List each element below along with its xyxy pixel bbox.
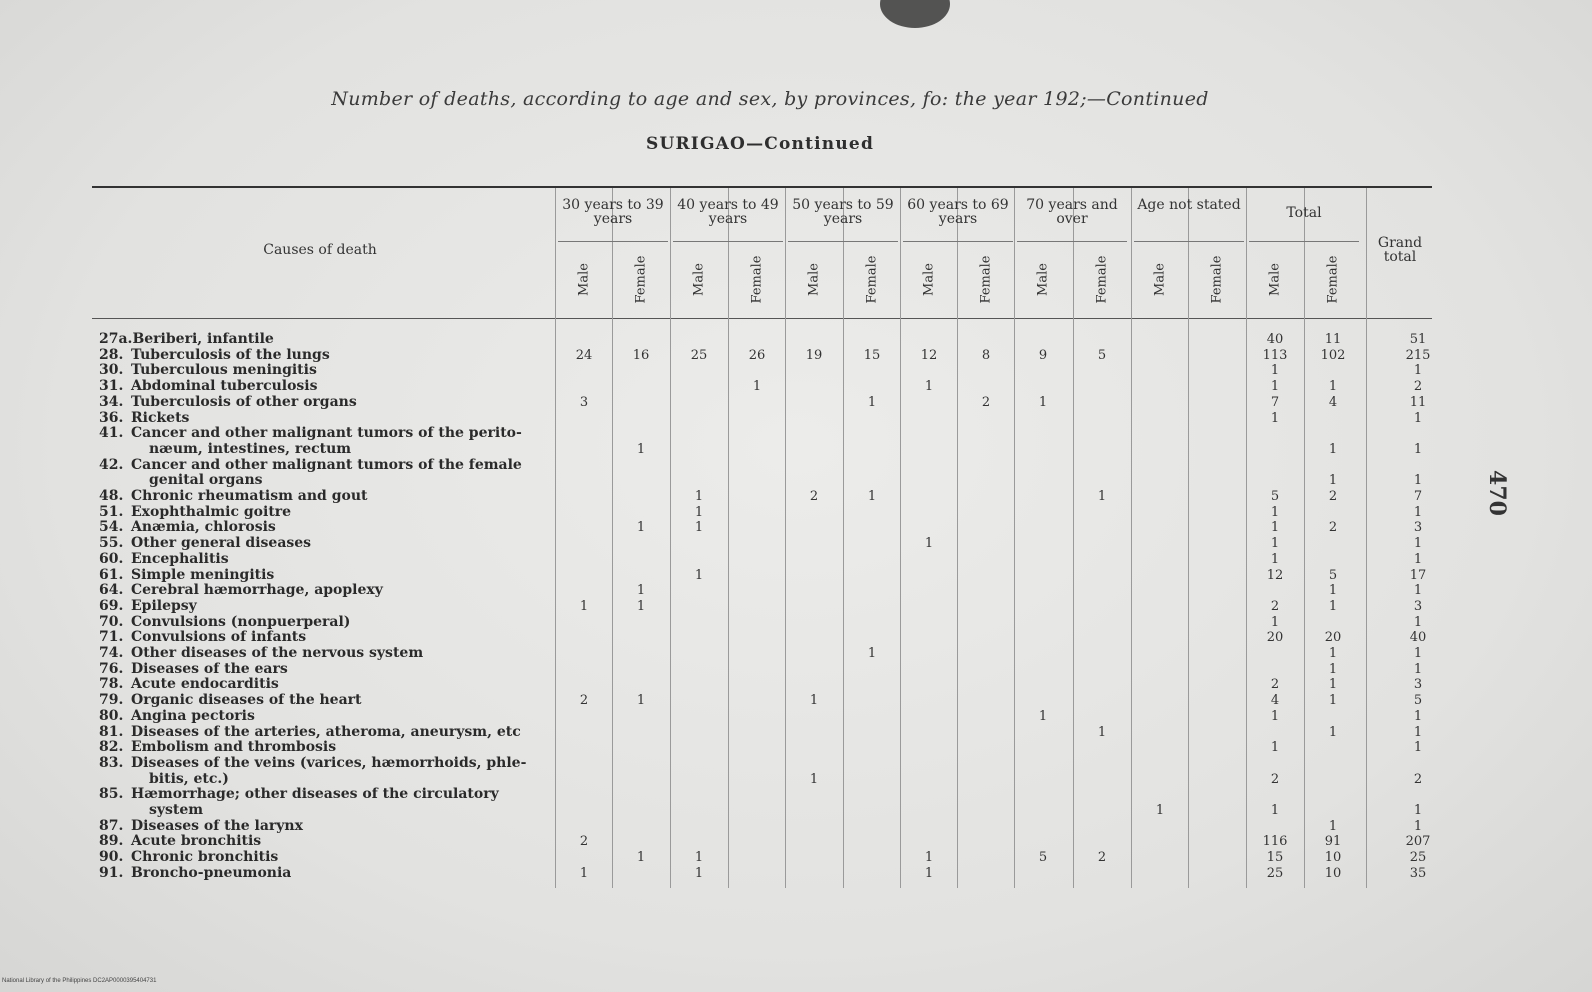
table-cell: 1 bbox=[1097, 724, 1107, 740]
cause-number: 28. bbox=[99, 346, 124, 363]
age-group-header: Total bbox=[1286, 205, 1322, 221]
table-cell: 1 bbox=[1270, 504, 1280, 520]
table-cell: 19 bbox=[805, 347, 823, 363]
header-bottom-rule bbox=[92, 318, 1432, 319]
cause-of-death bbox=[99, 740, 336, 756]
cause-of-death bbox=[99, 677, 279, 693]
table-cell: 1 bbox=[1328, 583, 1338, 599]
table-cell: 1 bbox=[1413, 441, 1423, 457]
table-cell: 1 bbox=[1413, 410, 1423, 426]
table-cell: 1 bbox=[924, 865, 934, 881]
age-group-header: 70 years and over bbox=[1026, 197, 1118, 227]
table-cell: 1 bbox=[1270, 363, 1280, 379]
table-cell: 1 bbox=[1413, 583, 1423, 599]
cause-label: Embolism and thrombosis bbox=[131, 739, 337, 756]
table-cell: 1 bbox=[694, 520, 704, 536]
table-cell: 1 bbox=[579, 865, 589, 881]
column-divider bbox=[785, 188, 786, 888]
cause-label: Acute endocarditis bbox=[131, 676, 279, 693]
cause-number: 79. bbox=[99, 692, 124, 709]
group-underline bbox=[788, 241, 898, 242]
table-cell: 3 bbox=[579, 394, 589, 410]
table-cell: 40 bbox=[1409, 630, 1427, 646]
column-divider bbox=[957, 188, 958, 888]
table-cell: 1 bbox=[1413, 708, 1423, 724]
cause-label: Other general diseases bbox=[131, 535, 312, 552]
table-cell: 10 bbox=[1324, 850, 1342, 866]
table-cell: 5 bbox=[1097, 347, 1107, 363]
cause-of-death bbox=[99, 850, 278, 866]
cause-label: genital organs bbox=[149, 472, 263, 489]
cause-label: Encephalitis bbox=[131, 550, 229, 567]
cause-number: 36. bbox=[99, 409, 124, 426]
table-cell: 2 bbox=[1270, 677, 1280, 693]
cause-of-death bbox=[99, 489, 368, 505]
table-cell: 1 bbox=[579, 598, 589, 614]
column-divider bbox=[728, 188, 729, 888]
male-subheader: Male bbox=[806, 263, 822, 296]
table-cell: 1 bbox=[867, 489, 877, 504]
table-cell: 1 bbox=[636, 583, 646, 599]
cause-number: 48. bbox=[99, 488, 124, 504]
table-cell: 102 bbox=[1320, 347, 1346, 363]
cause-label: bitis, etc.) bbox=[149, 770, 229, 787]
cause-number: 42. bbox=[99, 456, 124, 473]
column-divider bbox=[1246, 188, 1247, 888]
table-cell: 1 bbox=[694, 504, 704, 520]
cause-label: Chronic rheumatism and gout bbox=[131, 488, 368, 504]
group-underline bbox=[1134, 241, 1244, 242]
column-divider bbox=[900, 188, 901, 888]
province-subtitle: SURIGAO—Continued bbox=[645, 134, 875, 154]
age-group-header: 60 years to 69 years bbox=[907, 197, 1009, 227]
table-cell: 1 bbox=[752, 379, 762, 395]
cause-of-death bbox=[99, 599, 197, 615]
cause-number: 30. bbox=[99, 362, 124, 379]
cause-number: 70. bbox=[99, 613, 124, 630]
table-cell: 1 bbox=[1413, 740, 1423, 756]
table-cell: 2 bbox=[579, 693, 589, 709]
cause-number: 76. bbox=[99, 660, 124, 677]
cause-number: 80. bbox=[99, 707, 124, 724]
cause-label: Broncho-pneumonia bbox=[131, 864, 292, 881]
cause-label: Organic diseases of the heart bbox=[131, 692, 362, 709]
ink-blot bbox=[880, 0, 950, 28]
table-cell: 2 bbox=[579, 834, 589, 850]
table-cell: 1 bbox=[1328, 598, 1338, 614]
cause-of-death bbox=[99, 458, 522, 489]
table-cell: 1 bbox=[1270, 803, 1280, 818]
table-cell: 3 bbox=[1413, 598, 1423, 614]
cause-label: Rickets bbox=[131, 409, 190, 426]
cause-label: Epilepsy bbox=[131, 597, 197, 614]
table-cell: 1 bbox=[1413, 661, 1423, 677]
table-cell: 12 bbox=[1266, 567, 1284, 583]
table-cell: 1 bbox=[1413, 724, 1423, 740]
cause-label: Cancer and other malignant tumors of the perito- bbox=[131, 425, 522, 442]
table-cell: 10 bbox=[1324, 865, 1342, 881]
cause-of-death bbox=[99, 395, 357, 411]
table-cell: 12 bbox=[920, 347, 938, 363]
table-cell: 1 bbox=[694, 489, 704, 504]
cause-of-death bbox=[99, 756, 526, 787]
cause-label: Anæmia, chlorosis bbox=[131, 519, 276, 536]
table-cell: 25 bbox=[1266, 865, 1284, 881]
table-cell: 1 bbox=[1413, 803, 1423, 818]
cause-number: 34. bbox=[99, 393, 124, 410]
cause-label: Acute bronchitis bbox=[131, 833, 262, 850]
cause-label: næum, intestines, rectum bbox=[149, 440, 352, 457]
table-cell: 25 bbox=[1409, 850, 1427, 866]
male-subheader: Male bbox=[1267, 263, 1283, 296]
age-group-header: 30 years to 39 years bbox=[562, 197, 664, 227]
table-cell: 1 bbox=[1038, 708, 1048, 724]
cause-of-death bbox=[99, 725, 521, 741]
column-divider bbox=[843, 188, 844, 888]
table-cell: 2 bbox=[809, 489, 819, 504]
cause-label: Chronic bronchitis bbox=[131, 849, 279, 866]
cause-label: Simple meningitis bbox=[131, 566, 275, 583]
table-cell: 1 bbox=[694, 850, 704, 866]
table-cell: 1 bbox=[1270, 379, 1280, 395]
table-cell: 2 bbox=[1328, 520, 1338, 536]
cause-label: Tuberculosis of the lungs bbox=[131, 346, 330, 363]
cause-number: 87. bbox=[99, 817, 124, 834]
cause-label: Tuberculosis of other organs bbox=[131, 393, 357, 410]
cause-number: 54. bbox=[99, 519, 124, 536]
cause-number: 51. bbox=[99, 503, 124, 520]
group-underline bbox=[558, 241, 668, 242]
female-subheader: Female bbox=[1325, 255, 1341, 304]
cause-number: 78. bbox=[99, 676, 124, 693]
table-cell: 35 bbox=[1409, 865, 1427, 881]
page-number: 470 bbox=[1483, 470, 1510, 516]
cause-of-death bbox=[99, 348, 330, 364]
cause-number: 41. bbox=[99, 425, 124, 442]
table-cell: 5 bbox=[1328, 567, 1338, 583]
table-cell: 1 bbox=[1270, 410, 1280, 426]
cause-of-death bbox=[99, 363, 317, 379]
table-cell: 9 bbox=[1038, 347, 1048, 363]
table-cell: 1 bbox=[1413, 646, 1423, 661]
cause-label: Convulsions of infants bbox=[131, 629, 307, 646]
column-divider bbox=[670, 188, 671, 888]
table-cell: 1 bbox=[694, 567, 704, 583]
cause-of-death bbox=[99, 866, 291, 882]
cause-of-death bbox=[99, 787, 499, 818]
table-cell: 1 bbox=[1413, 614, 1423, 630]
table-cell: 1 bbox=[636, 598, 646, 614]
cause-number: 31. bbox=[99, 378, 124, 395]
cause-number: 71. bbox=[99, 629, 124, 646]
table-cell: 15 bbox=[863, 347, 881, 363]
table-cell: 1 bbox=[1413, 818, 1423, 834]
cause-number: 74. bbox=[99, 645, 124, 661]
table-cell: 3 bbox=[1413, 520, 1423, 536]
age-group-header: 40 years to 49 years bbox=[677, 197, 779, 227]
table-cell: 1 bbox=[1328, 473, 1338, 489]
cause-of-death bbox=[99, 332, 274, 348]
table-cell: 1 bbox=[1413, 536, 1423, 552]
cause-number: 69. bbox=[99, 597, 124, 614]
column-divider bbox=[1366, 188, 1367, 888]
table-cell: 5 bbox=[1270, 489, 1280, 504]
cause-label: Diseases of the veins (varices, hæmorrhoids, phle- bbox=[131, 754, 527, 771]
table-cell: 1 bbox=[1270, 614, 1280, 630]
cause-of-death bbox=[99, 505, 291, 521]
cause-of-death bbox=[99, 536, 311, 552]
table-cell: 1 bbox=[1097, 489, 1107, 504]
table-cell: 1 bbox=[636, 441, 646, 457]
table-cell: 1 bbox=[1413, 473, 1423, 489]
cause-number: 83. bbox=[99, 754, 124, 771]
age-group-header: 50 years to 59 years bbox=[792, 197, 894, 227]
cause-number: 90. bbox=[99, 849, 124, 866]
table-cell: 113 bbox=[1262, 347, 1288, 363]
group-underline bbox=[903, 241, 1013, 242]
table-cell: 1 bbox=[636, 693, 646, 709]
table-cell: 1 bbox=[1328, 677, 1338, 693]
group-underline bbox=[1017, 241, 1127, 242]
cause-of-death bbox=[99, 646, 423, 662]
female-subheader: Female bbox=[1209, 255, 1225, 304]
footer-credit: National Library of the Philippines DC2AP0000395404731 bbox=[2, 978, 157, 984]
cause-of-death bbox=[99, 411, 189, 427]
table-cell: 2 bbox=[1097, 850, 1107, 866]
table-cell: 1 bbox=[636, 850, 646, 866]
table-cell: 1 bbox=[1270, 740, 1280, 756]
table-cell: 1 bbox=[1155, 803, 1165, 818]
female-subheader: Female bbox=[1094, 255, 1110, 304]
female-subheader: Female bbox=[864, 255, 880, 304]
table-cell: 15 bbox=[1266, 850, 1284, 866]
column-divider bbox=[1304, 188, 1305, 888]
table-cell: 2 bbox=[1270, 598, 1280, 614]
table-cell: 1 bbox=[694, 865, 704, 881]
column-divider bbox=[1131, 188, 1132, 888]
cause-label: Beriberi, infantile bbox=[132, 331, 274, 347]
table-cell: 25 bbox=[690, 347, 708, 363]
table-cell: 26 bbox=[748, 347, 766, 363]
cause-number: 64. bbox=[99, 582, 124, 599]
table-cell: 24 bbox=[575, 347, 593, 363]
cause-label: Other diseases of the nervous system bbox=[131, 645, 424, 661]
table-title: Number of deaths, according to age and sex, by provinces, fo: the year 192;—Continued bbox=[331, 88, 1209, 110]
table-cell: 2 bbox=[1413, 771, 1423, 787]
table-cell: 5 bbox=[1413, 693, 1423, 709]
column-divider bbox=[1188, 188, 1189, 888]
table-cell: 7 bbox=[1413, 489, 1423, 504]
cause-of-death bbox=[99, 552, 229, 568]
table-cell: 7 bbox=[1270, 394, 1280, 410]
table-cell: 207 bbox=[1405, 834, 1431, 850]
table-cell: 215 bbox=[1405, 347, 1431, 363]
table-cell: 1 bbox=[1038, 394, 1048, 410]
cause-label: Convulsions (nonpuerperal) bbox=[131, 613, 351, 630]
table-cell: 17 bbox=[1409, 567, 1427, 583]
table-cell: 20 bbox=[1324, 630, 1342, 646]
table-cell: 2 bbox=[1270, 771, 1280, 787]
table-cell: 20 bbox=[1266, 630, 1284, 646]
cause-number: 27a. bbox=[99, 331, 133, 347]
column-divider bbox=[1014, 188, 1015, 888]
grand-total-header: Grand total bbox=[1377, 235, 1423, 265]
column-divider bbox=[612, 188, 613, 888]
table-cell: 1 bbox=[924, 536, 934, 552]
cause-of-death bbox=[99, 709, 255, 725]
cause-of-death bbox=[99, 819, 303, 835]
table-cell: 1 bbox=[1270, 520, 1280, 536]
table-cell: 4 bbox=[1270, 693, 1280, 709]
table-cell: 2 bbox=[981, 394, 991, 410]
table-cell: 1 bbox=[636, 520, 646, 536]
table-cell: 1 bbox=[1328, 441, 1338, 457]
table-cell: 1 bbox=[1270, 708, 1280, 724]
table-cell: 116 bbox=[1262, 834, 1288, 850]
table-cell: 1 bbox=[1413, 551, 1423, 567]
table-cell: 2 bbox=[1413, 379, 1423, 395]
cause-label: Cancer and other malignant tumors of the female bbox=[131, 456, 522, 473]
table-cell: 11 bbox=[1324, 332, 1342, 347]
cause-label: Diseases of the larynx bbox=[131, 817, 303, 834]
table-cell: 3 bbox=[1413, 677, 1423, 693]
cause-label: Diseases of the arteries, atheroma, aneurysm, etc bbox=[131, 723, 521, 740]
table-cell: 1 bbox=[1413, 363, 1423, 379]
table-cell: 2 bbox=[1328, 489, 1338, 504]
cause-label: Exophthalmic goitre bbox=[131, 503, 292, 520]
cause-label: system bbox=[149, 802, 204, 818]
cause-label: Angina pectoris bbox=[131, 707, 255, 724]
table-cell: 1 bbox=[1328, 724, 1338, 740]
male-subheader: Male bbox=[921, 263, 937, 296]
cause-of-death bbox=[99, 662, 288, 678]
table-cell: 11 bbox=[1409, 394, 1427, 410]
cause-of-death bbox=[99, 834, 261, 850]
causes-header: Causes of death bbox=[263, 242, 377, 258]
cause-label: Cerebral hæmorrhage, apoplexy bbox=[131, 582, 383, 599]
table-cell: 5 bbox=[1038, 850, 1048, 866]
cause-number: 60. bbox=[99, 550, 124, 567]
table-cell: 1 bbox=[1328, 661, 1338, 677]
male-subheader: Male bbox=[576, 263, 592, 296]
cause-of-death bbox=[99, 520, 276, 536]
female-subheader: Female bbox=[633, 255, 649, 304]
table-cell: 1 bbox=[867, 646, 877, 661]
cause-of-death bbox=[99, 630, 306, 646]
female-subheader: Female bbox=[749, 255, 765, 304]
cause-number: 89. bbox=[99, 833, 124, 850]
cause-of-death bbox=[99, 693, 362, 709]
cause-of-death bbox=[99, 615, 350, 631]
female-subheader: Female bbox=[978, 255, 994, 304]
table-cell: 8 bbox=[981, 347, 991, 363]
table-cell: 1 bbox=[867, 394, 877, 410]
male-subheader: Male bbox=[1035, 263, 1051, 296]
table-cell: 1 bbox=[924, 850, 934, 866]
table-cell: 16 bbox=[632, 347, 650, 363]
cause-of-death bbox=[99, 426, 522, 457]
cause-of-death bbox=[99, 583, 383, 599]
table-cell: 1 bbox=[1270, 536, 1280, 552]
age-group-header: Age not stated bbox=[1137, 197, 1241, 213]
table-cell: 1 bbox=[809, 771, 819, 787]
group-underline bbox=[673, 241, 783, 242]
cause-number: 85. bbox=[99, 786, 124, 803]
table-cell: 51 bbox=[1409, 332, 1427, 347]
table-cell: 1 bbox=[809, 693, 819, 709]
cause-label: Hæmorrhage; other diseases of the circulatory bbox=[131, 786, 499, 803]
column-divider bbox=[1073, 188, 1074, 888]
cause-of-death bbox=[99, 568, 274, 584]
cause-number: 61. bbox=[99, 566, 124, 583]
cause-number: 82. bbox=[99, 739, 124, 756]
table-cell: 91 bbox=[1324, 834, 1342, 850]
male-subheader: Male bbox=[691, 263, 707, 296]
cause-of-death bbox=[99, 379, 318, 395]
cause-number: 55. bbox=[99, 535, 124, 552]
top-rule bbox=[92, 186, 1432, 188]
cause-label: Tuberculous meningitis bbox=[131, 362, 317, 379]
column-divider bbox=[555, 188, 556, 888]
table-cell: 1 bbox=[924, 379, 934, 395]
male-subheader: Male bbox=[1152, 263, 1168, 296]
cause-number: 91. bbox=[99, 864, 124, 881]
table-cell: 1 bbox=[1328, 818, 1338, 834]
cause-label: Abdominal tuberculosis bbox=[131, 378, 318, 395]
table-cell: 1 bbox=[1270, 551, 1280, 567]
table-cell: 1 bbox=[1328, 693, 1338, 709]
table-cell: 1 bbox=[1413, 504, 1423, 520]
table-cell: 1 bbox=[1328, 646, 1338, 661]
table-cell: 40 bbox=[1266, 332, 1284, 347]
table-cell: 4 bbox=[1328, 394, 1338, 410]
cause-label: Diseases of the ears bbox=[131, 660, 288, 677]
group-underline bbox=[1249, 241, 1359, 242]
cause-number: 81. bbox=[99, 723, 124, 740]
table-cell: 1 bbox=[1328, 379, 1338, 395]
